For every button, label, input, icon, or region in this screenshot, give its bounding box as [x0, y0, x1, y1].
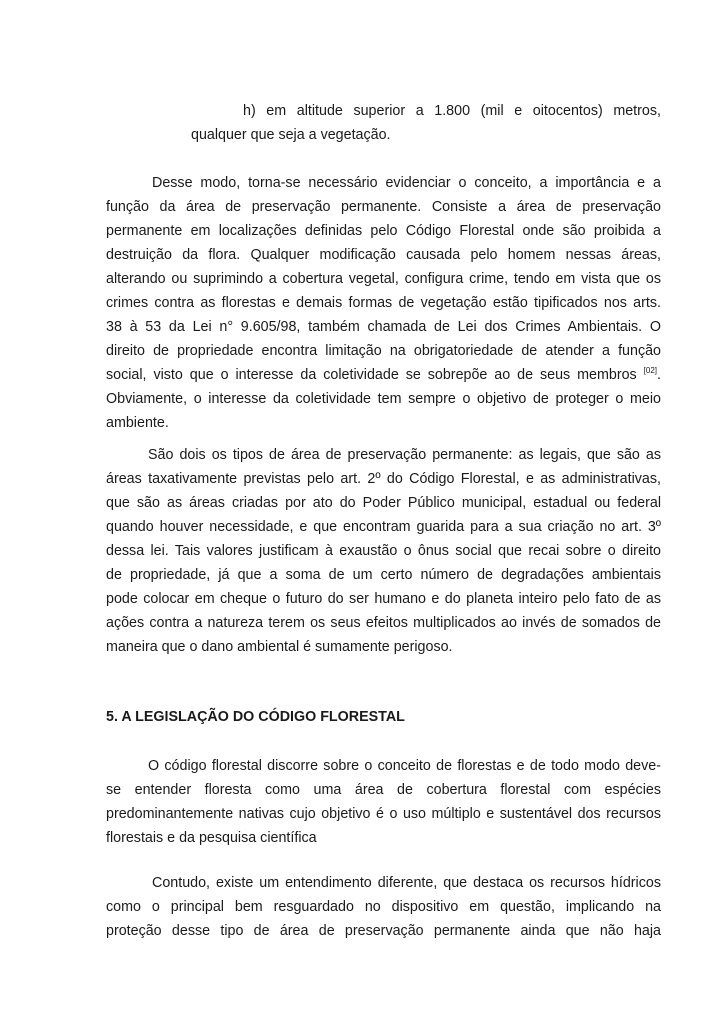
paragraph-line: áreas taxativamente previstas pelo art. 2º do Código Florestal, e as administrativas,	[106, 471, 661, 487]
paragraph-line: 38 à 53 da Lei n° 9.605/98, também chamada de Lei dos Crimes Ambientais. O	[106, 319, 661, 335]
paragraph-line: pode colocar em cheque o futuro do ser humano e do planeta inteiro pelo fato de as	[106, 591, 661, 607]
paragraph-line: como o principal bem resguardado no dispositivo em questão, implicando na	[106, 899, 661, 915]
paragraph-line: alterando ou suprimindo a cobertura vegetal, configura crime, tendo em vista que os	[106, 271, 661, 287]
paragraph-line: ações contra a natureza terem os seus efeitos multiplicados ao invés de somados de	[106, 615, 661, 631]
paragraph-line: predominantemente nativas cujo objetivo é o uso múltiplo e sustentável dos recursos	[106, 806, 661, 822]
paragraph-line: Obviamente, o interesse da coletividade tem sempre o objetivo de proteger o meio	[106, 391, 661, 407]
sentence-period: .	[657, 367, 661, 383]
paragraph-line: florestais e da pesquisa científica	[106, 830, 317, 846]
section-heading: 5. A LEGISLAÇÃO DO CÓDIGO FLORESTAL	[106, 709, 405, 725]
paragraph-line: quando houver necessidade, e que encontram guarida para a sua criação no art. 3º	[106, 519, 661, 535]
paragraph-line: O código florestal discorre sobre o conceito de florestas e de todo modo deve-	[148, 758, 661, 774]
quote-line: qualquer que seja a vegetação.	[191, 127, 391, 143]
paragraph-line: dessa lei. Tais valores justificam à exaustão o ônus social que recai sobre o direito	[106, 543, 661, 559]
paragraph-line: maneira que o dano ambiental é sumamente perigoso.	[106, 639, 453, 655]
paragraph-line: se entender floresta como uma área de cobertura florestal com espécies	[106, 782, 661, 798]
paragraph-line-with-footnote	[106, 366, 661, 384]
paragraph-line: Contudo, existe um entendimento diferente, que destaca os recursos hídricos	[152, 875, 661, 891]
quote-line: h) em altitude superior a 1.800 (mil e oitocentos) metros,	[243, 103, 661, 119]
paragraph-line: permanente em localizações definidas pelo Código Florestal onde são proibida a	[106, 223, 661, 239]
paragraph-line: que são as áreas criadas por ato do Poder Público municipal, estadual ou federal	[106, 495, 661, 511]
paragraph-line: função da área de preservação permanente. Consiste a área de preservação	[106, 199, 661, 215]
paragraph-line: de propriedade, já que a soma de um certo número de degradações ambientais	[106, 567, 661, 583]
paragraph-line: crimes contra as florestas e demais formas de vegetação estão tipificados nos arts.	[106, 295, 661, 311]
paragraph-line: proteção desse tipo de área de preservação permanente ainda que não haja	[106, 923, 661, 939]
paragraph-line: ambiente.	[106, 415, 169, 431]
paragraph-line: destruição da flora. Qualquer modificação causada pelo homem nessas áreas,	[106, 247, 661, 263]
paragraph-line: direito de propriedade encontra limitação na obrigatoriedade de atender a função	[106, 343, 661, 359]
paragraph-line: São dois os tipos de área de preservação permanente: as legais, que são as	[148, 447, 661, 463]
footnote-reference: [02]	[643, 366, 658, 375]
paragraph-line: Desse modo, torna-se necessário evidenciar o conceito, a importância e a	[152, 175, 661, 191]
paragraph-text: social, visto que o interesse da coletividade se sobrepõe ao de seus membros	[106, 367, 637, 383]
